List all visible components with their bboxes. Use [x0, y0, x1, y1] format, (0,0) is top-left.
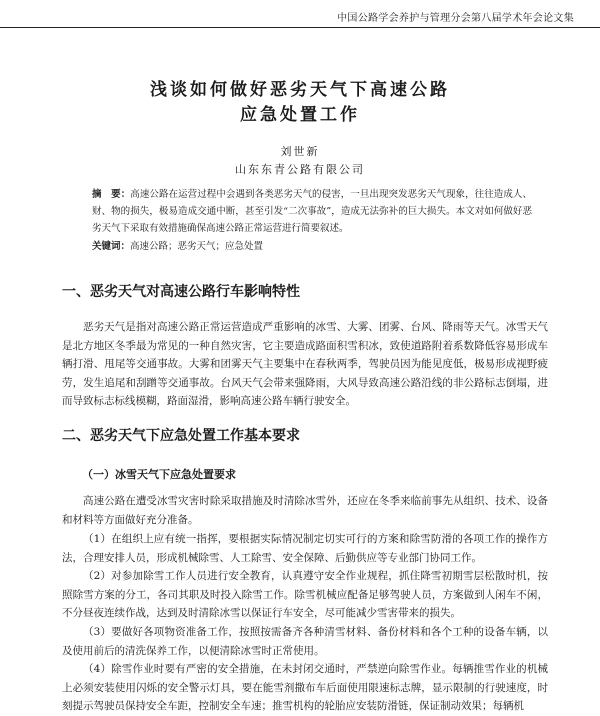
abstract-label: 摘 要： [92, 189, 131, 200]
section-2-paragraph-intro: 高速公路在遭受冰雪灾害时除采取措施及时清除冰雪外，还应在冬季来临前事先从组织、技术、设备和材料等方面做好充分准备。 [62, 495, 548, 526]
section-2-subheading: （一）冰雪天气下应急处置要求 [82, 468, 236, 481]
keywords-text: 高速公路；恶劣天气；应急处置 [130, 241, 264, 252]
keywords [92, 238, 263, 252]
author-affiliation: 山东东青公路有限公司 [235, 163, 365, 176]
section-2-paragraph-item-4: （4）除雪作业时要有严密的安全措施，在未封闭交通时，严禁逆向除雪作业。每辆推雪作业的机械上必须安装使用闪烁的安全警示灯具，要在能雪剂撒布车后面使用限速标志牌，显示限制的行驶速度，时刻提示驾驶员保持安全车距，控制安全车速；推雪机构的轮胎应安装防滑链，保证制动效果；每辆机 [62, 663, 548, 712]
section-2-paragraph-item-2: （2）对参加除雪工作人员进行安全教育，认真遵守安全作业规程，抓住降雪初期雪层松散时机，按照除雪方案的分工，各司其职及时投入除雪工作。除雪机械应配备足够驾驶人员，方案做到人闲车不闲，不分昼夜连续作战，达到及时清除冰雪以保证行车安全，尽可能减少雪害带来的损失。 [62, 570, 548, 619]
section-1-paragraph: 恶劣天气是指对高速公路正常运营造成严重影响的冰雪、大雾、团雾、台风、降雨等天气。冰雪天气是北方地区冬季最为常见的一种自然灾害，它主要造成路面积雪积冰，致使道路附着系数降低容易形成车辆打滑、甩尾等交通事故。大雾和团雾天气主要集中在春秋两季，驾驶员因为能见度低，极易形成视野疲劳，发生追尾和刮蹭等交通事故。台风天气会带来强降雨，大风导致高速公路沿线的非公路标志倒塌，进而导致标志标线模糊，路面湿滑，影响高速公路车辆行驶安全。 [62, 321, 548, 407]
paper-title-line-1: 浅谈如何做好恶劣天气下高速公路 [150, 80, 450, 100]
author-name: 刘世新 [280, 145, 320, 158]
keywords-label: 关键词： [92, 241, 131, 252]
section-2-paragraph-item-3: （3）要做好各项物资准备工作，按照按需备齐各种清雪材料、备份材料和各个工种的设备车辆，以及使用前后的清洗保养工作，以便清除冰雪时正常使用。 [62, 626, 548, 657]
paper-title-line-2: 应急处置工作 [240, 105, 360, 125]
running-header-text: 中国公路学会养护与管理分会第八届学术年会论文集 [337, 13, 574, 24]
running-header [0, 0, 600, 28]
abstract-text: 高速公路在运营过程中会遇到各类恶劣天气的侵害，一旦出现突发恶劣天气现象，往往造成人、财、物的损失，极易造成交通中断，甚至引发“二次事故”，造成无法弥补的巨大损失。本文对如何做好恶劣天气下采取有效措施确保高速公路正常运营进行简要叙述。 [92, 189, 532, 234]
section-2-heading: 二、恶劣天气下应急处置工作基本要求 [62, 428, 300, 444]
section-1-heading: 一、恶劣天气对高速公路行车影响特性 [62, 284, 300, 300]
abstract [92, 186, 532, 237]
section-2-paragraph-item-1: （1）在组织上应有统一指挥，要根据实际情况制定切实可行的方案和除雪防滑的各项工作的操作方法，合理安排人员，形成机械除雪、人工除雪、安全保障、后勤供应等专业部门协同工作。 [62, 533, 548, 564]
